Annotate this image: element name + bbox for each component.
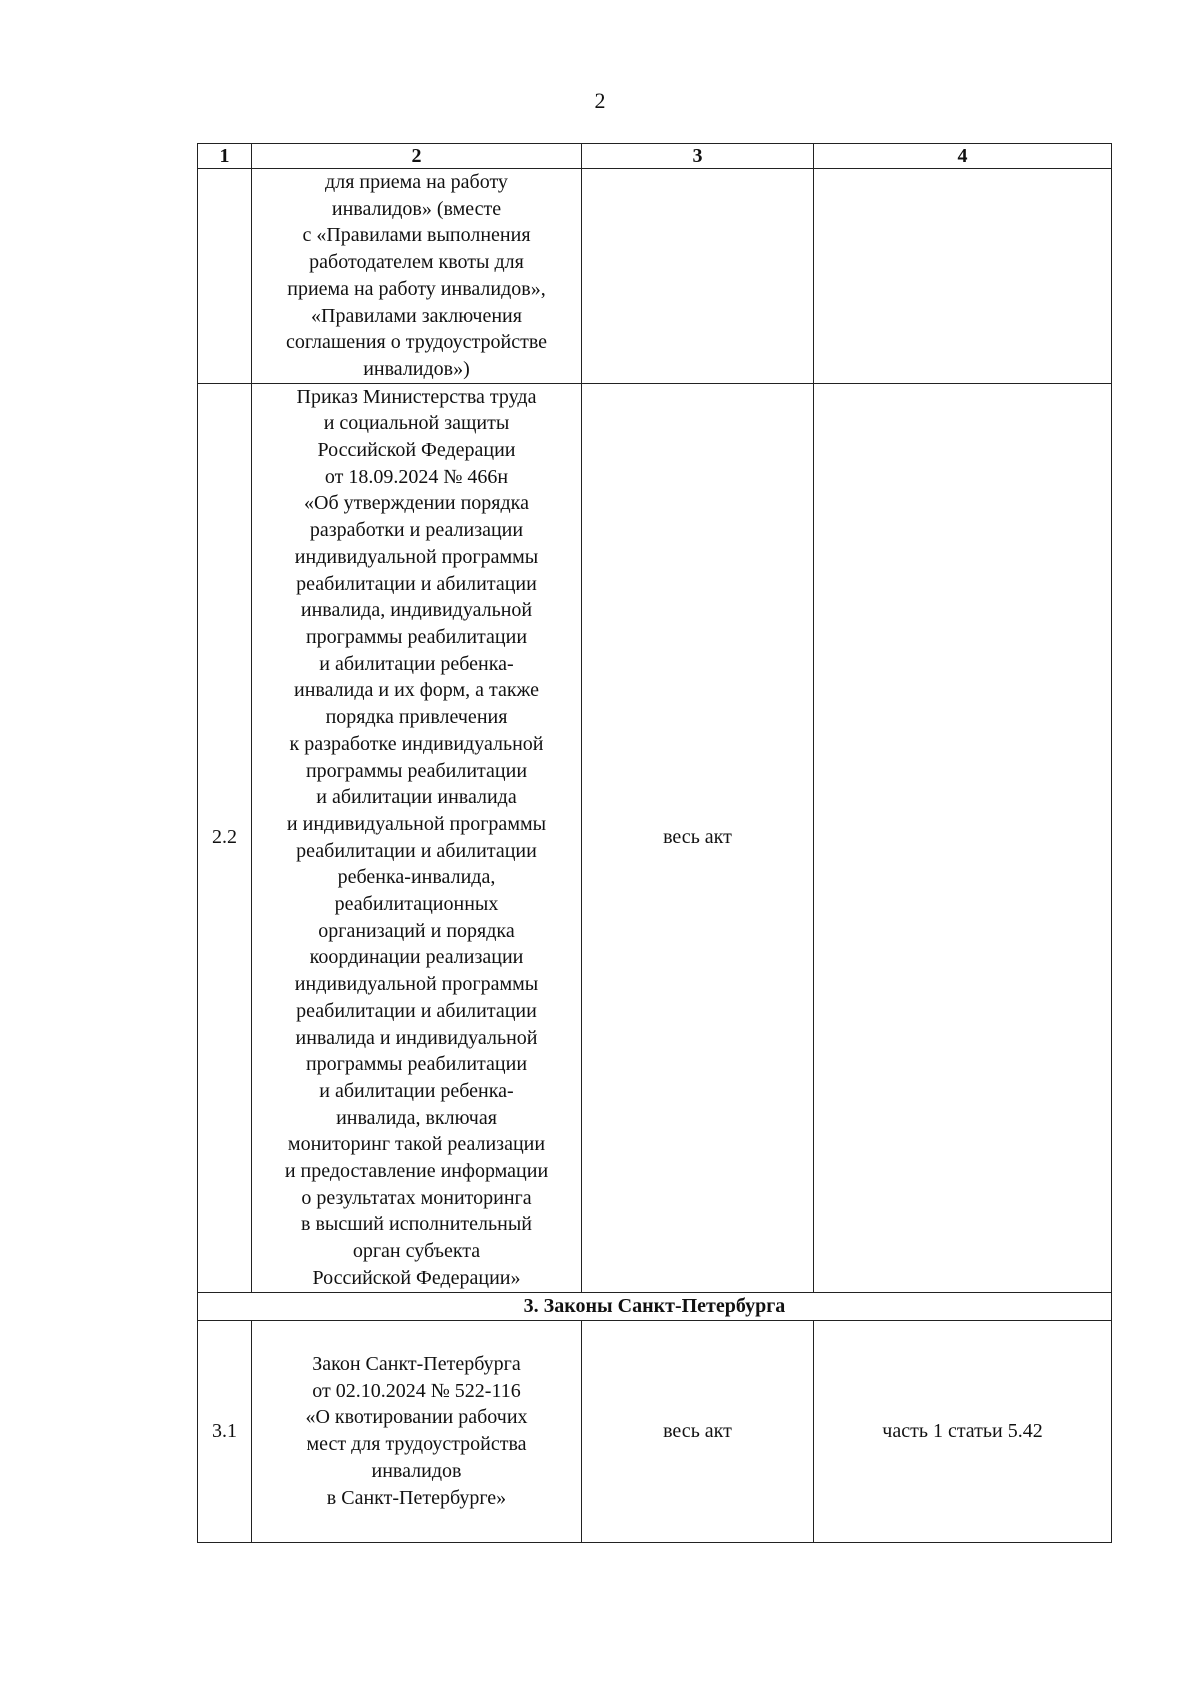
act-name-line: к разработке индивидуальной	[289, 732, 544, 755]
row-number-cell	[198, 169, 252, 384]
act-name-cell	[252, 1320, 582, 1542]
act-name-line: индивидуальной программы	[294, 545, 539, 568]
act-name-line: от 18.09.2024 № 466н	[324, 465, 509, 488]
act-name-line: соглашения о трудоустройстве	[285, 331, 548, 354]
act-name-line: инвалида и их форм, а также	[294, 679, 539, 702]
scope-cell: весь акт	[582, 1320, 814, 1542]
act-name-line: реабилитации и абилитации	[296, 572, 537, 595]
act-name-line: мест для трудоустройства	[306, 1433, 527, 1456]
row-number-cell: 3.1	[198, 1320, 252, 1542]
column-header-2: 2	[252, 144, 582, 169]
act-name-line: и социальной защиты	[323, 412, 510, 435]
act-name-line: индивидуальной программы	[294, 973, 539, 996]
act-name-line: программы реабилитации	[305, 1053, 528, 1076]
act-name-line: ребенка-инвалида,	[337, 866, 496, 889]
act-name-line: программы реабилитации	[305, 626, 528, 648]
act-name-line: организаций и порядка	[318, 919, 515, 942]
act-name-line: разработки и реализации	[309, 519, 524, 542]
act-name-cell	[252, 383, 582, 1292]
article-cell	[814, 169, 1112, 384]
act-name-line: реабилитации и абилитации	[296, 999, 537, 1022]
act-name-line: и абилитации ребенка-	[319, 1079, 514, 1102]
table-row-3-1	[198, 1320, 1112, 1542]
scope-cell	[582, 169, 814, 384]
table-row-2-2	[198, 383, 1112, 1292]
act-name-line: порядка привлечения	[325, 706, 508, 729]
act-name-cell	[252, 169, 582, 384]
page-number: 2	[594, 88, 606, 113]
act-name-line: в Санкт-Петербурге»	[326, 1486, 507, 1509]
act-name-line: реабилитационных	[334, 893, 499, 916]
article-cell: часть 1 статьи 5.42	[814, 1320, 1112, 1542]
table-row-continuation	[198, 169, 1112, 384]
act-name-line: приема на работу инвалидов»,	[287, 277, 546, 300]
act-name-line: инвалидов»)	[363, 357, 470, 380]
act-name-line: реабилитации и абилитации	[296, 839, 537, 862]
section-title: 3. Законы Санкт-Петербурга	[198, 1292, 1112, 1320]
column-header-1: 1	[198, 144, 252, 169]
act-name-line: инвалидов	[371, 1459, 462, 1482]
acts-table	[197, 143, 1112, 1543]
scope-cell: весь акт	[582, 383, 814, 1292]
act-name-line: и индивидуальной программы	[286, 812, 547, 835]
table-header-row	[198, 144, 1112, 169]
act-name-line: и абилитации инвалида	[316, 786, 517, 809]
act-name-line: Закон Санкт-Петербурга	[312, 1353, 521, 1376]
section-heading-row	[198, 1292, 1112, 1320]
row-number-cell: 2.2	[198, 383, 252, 1292]
act-name-line: инвалида, включая	[336, 1106, 497, 1129]
act-name-line: и абилитации ребенка-	[319, 652, 514, 675]
act-name-line: инвалида и индивидуальной	[295, 1026, 538, 1049]
act-name-line: Российской Федерации	[317, 439, 516, 462]
act-name-line: и предоставление информации	[284, 1160, 549, 1183]
act-name-line: для приема на работу	[325, 171, 508, 193]
act-name-line: с «Правилами выполнения	[302, 224, 531, 247]
act-name-line: координации реализации	[309, 946, 524, 969]
act-name-line: от 02.10.2024 № 522-116	[312, 1379, 521, 1402]
act-name-line: инвалида, индивидуальной	[300, 599, 533, 622]
act-name-line: инвалидов» (вместе	[331, 197, 502, 220]
act-name-line: о результатах мониторинга	[301, 1186, 532, 1209]
act-name-line: «Правилами заключения	[311, 304, 522, 327]
act-name-line: «Об утверждении порядка	[304, 492, 529, 515]
act-name-line: орган субъекта	[352, 1240, 481, 1263]
act-name-line: работодателем квоты для	[309, 251, 524, 274]
act-name-line: в высший исполнительный	[301, 1213, 532, 1236]
act-name-line: Приказ Министерства труда	[296, 385, 537, 408]
column-header-4: 4	[814, 144, 1112, 169]
act-name-line: Российской Федерации»	[312, 1266, 521, 1289]
column-header-3: 3	[582, 144, 814, 169]
article-cell	[814, 383, 1112, 1292]
act-name-line: мониторинг такой реализации	[287, 1133, 546, 1156]
act-name-line: программы реабилитации	[305, 759, 528, 782]
act-name-line: «О квотировании рабочих	[305, 1406, 528, 1429]
